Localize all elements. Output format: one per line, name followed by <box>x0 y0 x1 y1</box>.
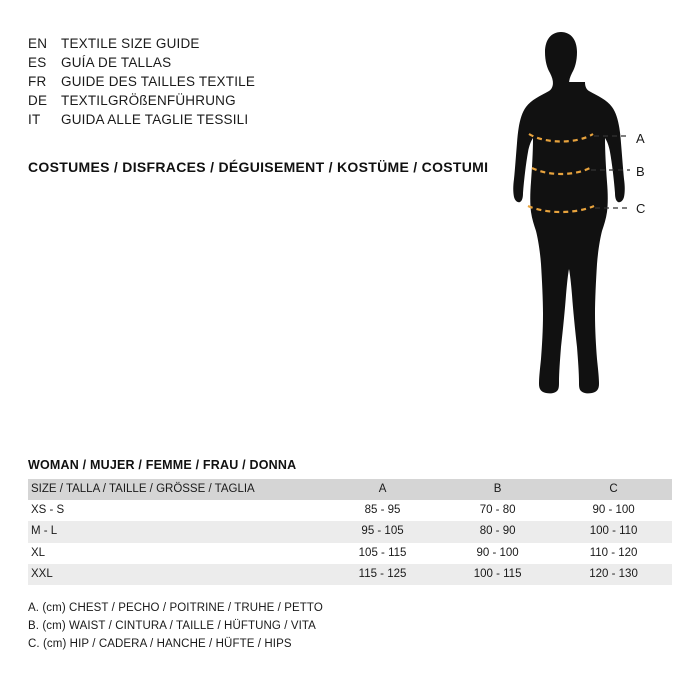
language-code-it: IT <box>28 112 41 127</box>
language-text-de: TEXTILGRÖßENFÜHRUNG <box>61 93 236 108</box>
cell-size: XXL <box>31 567 53 580</box>
cell-c: 90 - 100 <box>592 504 635 517</box>
legend-item-c: C. (cm) HIP / CADERA / HANCHE / HÜFTE / HIPS <box>28 638 292 650</box>
table-header-row <box>28 479 672 500</box>
measure-label-a: A <box>636 131 645 146</box>
cell-b: 100 - 115 <box>473 567 522 580</box>
language-row-en <box>28 36 468 51</box>
table-title: WOMAN / MUJER / FEMME / FRAU / DONNA <box>28 458 297 472</box>
cell-b: 80 - 90 <box>479 525 516 538</box>
language-list <box>28 36 468 131</box>
legend-item-b: B. (cm) WAIST / CINTURA / TAILLE / HÜFTUNG / VITA <box>28 620 316 632</box>
table-row <box>28 500 672 521</box>
size-table-section <box>28 458 672 585</box>
cell-a: 115 - 125 <box>358 567 407 580</box>
language-row-de <box>28 93 468 108</box>
cell-size: M - L <box>31 525 58 538</box>
language-text-it: GUIDA ALLE TAGLIE TESSILI <box>61 112 249 127</box>
language-text-fr: GUIDE DES TAILLES TEXTILE <box>61 74 256 89</box>
cell-a: 95 - 105 <box>361 525 404 538</box>
table-row <box>28 564 672 585</box>
table-row <box>28 521 672 542</box>
cell-a: 105 - 115 <box>358 546 407 559</box>
language-code-de: DE <box>28 93 48 108</box>
costumes-heading: COSTUMES / DISFRACES / DÉGUISEMENT / KOSTÜME / COSTUMI <box>28 159 489 175</box>
table-row <box>28 543 672 564</box>
cell-b: 90 - 100 <box>476 546 519 559</box>
size-table <box>28 479 672 585</box>
language-row-es <box>28 55 468 70</box>
language-text-es: GUÍA DE TALLAS <box>61 55 172 70</box>
legend-item-a: A. (cm) CHEST / PECHO / POITRINE / TRUHE / PETTO <box>28 602 323 614</box>
measurement-legend <box>28 602 323 656</box>
column-header-a: A <box>378 483 387 495</box>
cell-size: XL <box>31 546 46 559</box>
language-code-en: EN <box>28 36 48 51</box>
cell-size: XS - S <box>31 504 65 517</box>
language-code-fr: FR <box>28 74 47 89</box>
silhouette-body-shape <box>513 32 625 393</box>
cell-a: 85 - 95 <box>364 504 401 517</box>
cell-b: 70 - 80 <box>479 504 516 517</box>
column-header-b: B <box>493 483 502 495</box>
language-code-es: ES <box>28 55 47 70</box>
cell-c: 110 - 120 <box>589 546 638 559</box>
woman-silhouette <box>470 30 670 440</box>
language-row-it <box>28 112 468 127</box>
language-text-en: TEXTILE SIZE GUIDE <box>61 36 200 51</box>
measure-label-c: C <box>636 201 646 216</box>
size-table-head <box>28 479 672 500</box>
measure-label-b: B <box>636 164 645 179</box>
language-row-fr <box>28 74 468 89</box>
column-header-size: SIZE / TALLA / TAILLE / GRÖSSE / TAGLIA <box>31 483 255 495</box>
cell-c: 120 - 130 <box>589 567 638 580</box>
cell-c: 100 - 110 <box>589 525 638 538</box>
column-header-c: C <box>609 483 618 495</box>
size-table-body <box>28 500 672 585</box>
